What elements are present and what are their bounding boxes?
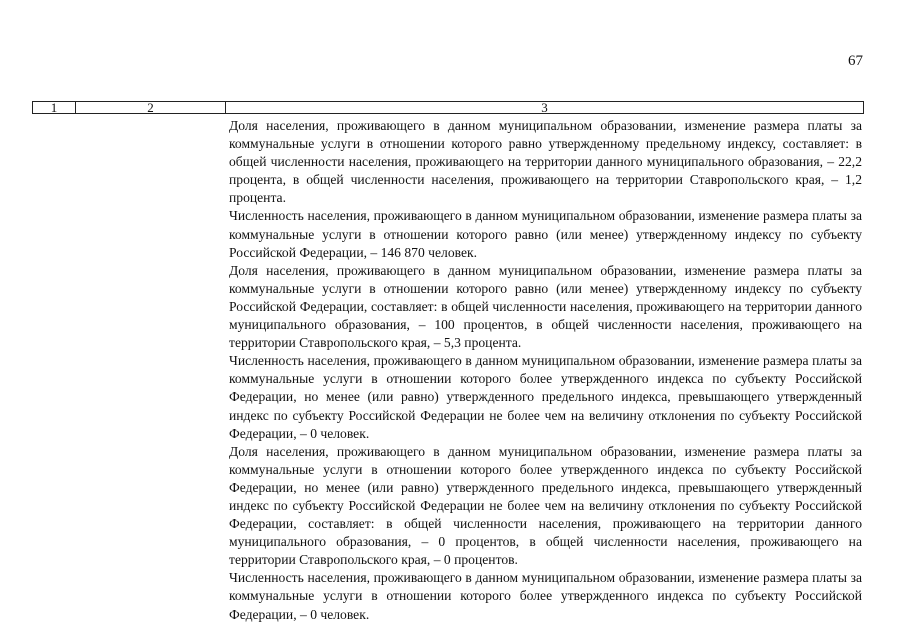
paragraph-share-equal-or-less-regional-index: Доля населения, проживающего в данном муниципальном образовании, изменение размера платы за коммунальные услуги в отношении которого равно (или менее) утвержденному индексу по субъекту Российской Федерации, составляет: в общей численности населения, проживающего на территории данного муниципального образования, – 100 процентов, в общей численности населения, проживающего на территории Ставропольского края, – 5,3 процента.	[229, 262, 862, 351]
page-number: 67	[848, 53, 863, 69]
column-number-2: 2	[76, 102, 226, 113]
paragraph-share-above-index-within-deviation: Доля населения, проживающего в данном муниципальном образовании, изменение размера платы за коммунальные услуги в отношении которого более утвержденного индекса по субъекту Российской Федерации, но менее (или равно) утвержденного предельного индекса, превышающего утвержденный индекс по субъекту Российской Федерации не более чем на величину отклонения по субъекту Российской Федерации, составляет: в общей численности населения, проживающего на территории данного муниципального образования, – 0 процентов, в общей численности населения, проживающего на территории Ставропольского края, – 0 процентов.	[229, 443, 862, 568]
paragraph-count-above-index-within-deviation: Численность населения, проживающего в данном муниципальном образовании, изменение размера платы за коммунальные услуги в отношении которого более утвержденного индекса по субъекту Российской Федерации, но менее (или равно) утвержденного предельного индекса, превышающего утвержденный индекс по субъекту Российской Федерации не более чем на величину отклонения по субъекту Российской Федерации, – 0 человек.	[229, 353, 862, 441]
column-3-content	[229, 117, 862, 624]
paragraph-share-equal-limit-index: Доля населения, проживающего в данном муниципальном образовании, изменение размера платы за коммунальные услуги в отношении которого равно утвержденному предельному индексу, составляет: в общей численности населения, проживающего на территории данного муниципального образования, – 22,2 процента, в общей численности населения, проживающего на территории Ставропольского края, – 1,2 процента.	[229, 118, 862, 206]
column-number-3: 3	[541, 102, 548, 113]
paragraph-count-equal-or-less-regional-index: Численность населения, проживающего в данном муниципальном образовании, изменение размера платы за коммунальные услуги в отношении которого равно (или менее) утвержденному индексу по субъекту Российской Федерации, – 146 870 человек.	[229, 208, 862, 260]
paragraph-count-above-regional-index: Численность населения, проживающего в данном муниципальном образовании, изменение размера платы за коммунальные услуги в отношении которого более утвержденного индекса по субъекту Российской Федерации, – 0 человек.	[229, 570, 862, 622]
table-column-header-row	[32, 101, 864, 114]
column-number-1: 1	[33, 102, 76, 113]
